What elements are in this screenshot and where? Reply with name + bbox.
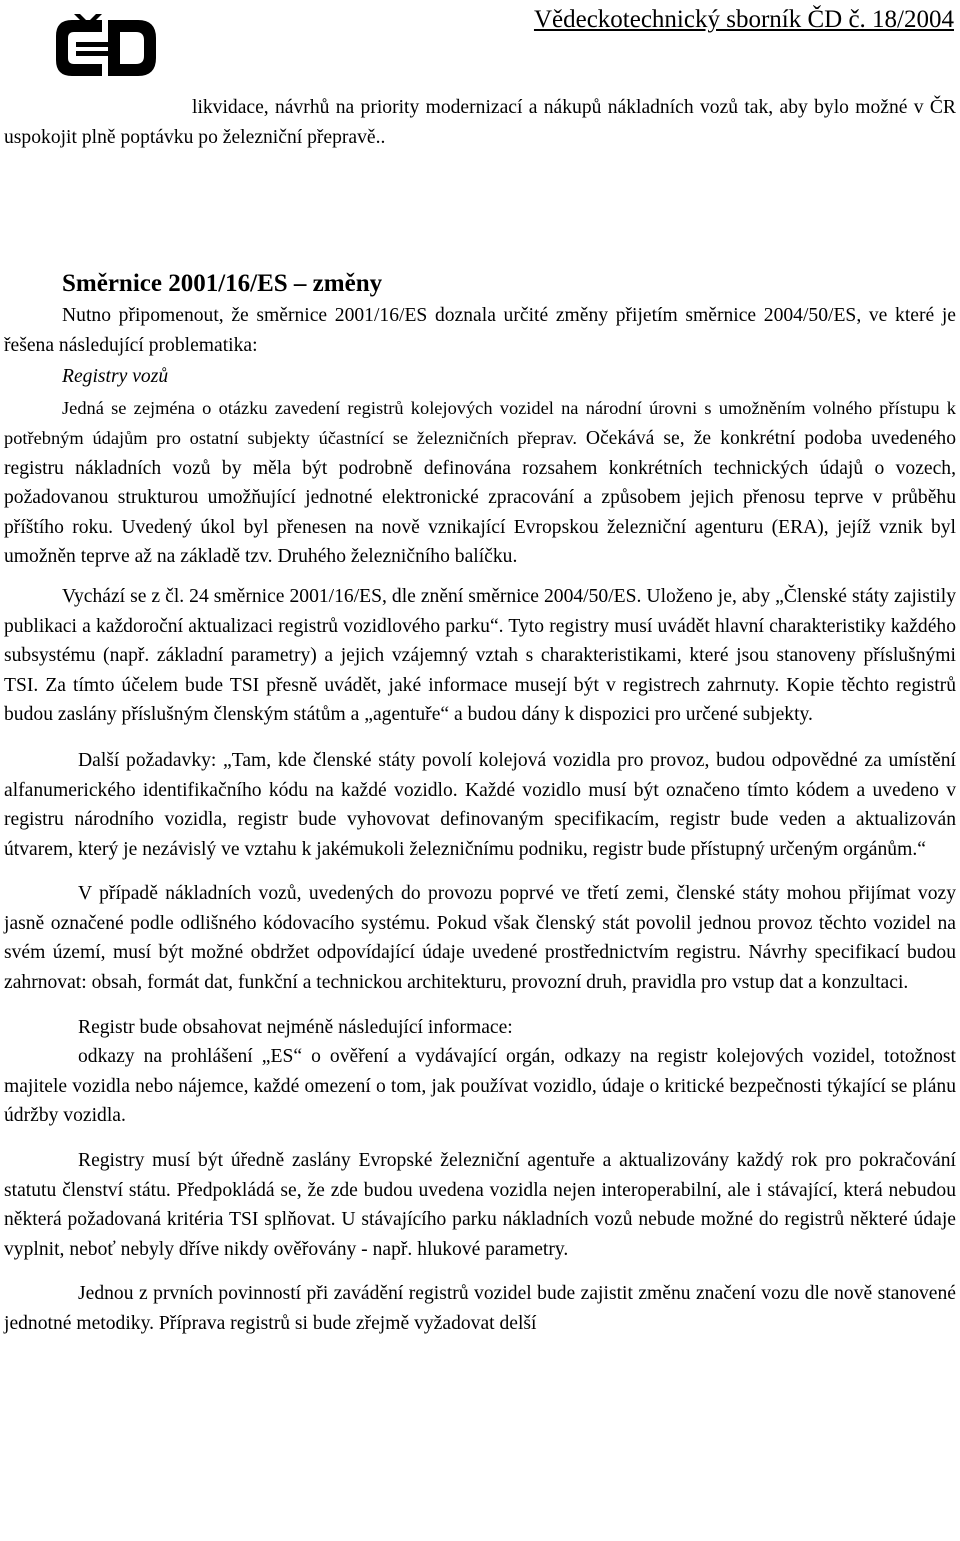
paragraph-1-part-b: Očekává se, že konkrétní podoba uvedeného registru nákladních vozů by měla být podrobně definována rozsahem konkrétních technických údajů o vozech, požadovanou strukturou umožňující jednotné elektronické zpracování a způsobem jejich přenosu teprve v průběhu příštího roku. Uvedený úkol byl přenesen na nově vznikající Evropskou železniční agenturu (ERA), jejíž vznik byl umožněn teprve až na základě tzv. Druhého železničního balíčku. (4, 427, 956, 568)
paragraph-7: Jednou z prvních povinností při zavádění registrů vozidel bude zajistit změnu značení vozu dle nově stanovené jednotné metodiky. Příprava registrů si bude zřejmě vyžadovat delší (4, 1283, 956, 1334)
paragraph-5-intro: Registr bude obsahovat nejméně následující informace: (78, 1016, 513, 1038)
section-heading: Směrnice 2001/16/ES – změny (62, 270, 383, 298)
paragraph-3: Další požadavky: „Tam, kde členské státy povolí kolejová vozidla pro provoz, budou odpovědné za umístění alfanumerického identifikačního kódu na každé vozidlo. Každé vozidlo musí být označeno tímto kódem a uvedeno v registru národního vozidla, registr bude vyhovovat definovaným specifikacím, registr bude veden a aktualizován útvarem, který je nezávislý ve vztahu k jakémukoli železničnímu podniku, registr bude přístupný určeným orgánům.“ (4, 749, 956, 860)
paragraph-2: Vychází se z čl. 24 směrnice 2001/16/ES, dle znění směrnice 2004/50/ES. Uloženo je, aby „Členské státy zajistily publikaci a každoroční aktualizaci registrů vozidlového parku“. Tyto registry musí uvádět hlavní charakteristiky každého subsystému (např. základní parametry) a jejich vzájemný vztah s charakteristikami, které jsou stanoveny příslušnými TSI. Za tímto účelem bude TSI přesně uvádět, jaké informace musejí být v registrech zahrnuty. Kopie těchto registrů budou zaslány příslušným členským státům a „agentuře“ a budou dány k dispozici pro určené subjekty. (4, 585, 956, 726)
document-body (4, 93, 956, 1339)
paragraph-4: V případě nákladních vozů, uvedených do provozu poprvé ve třetí zemi, členské státy mohou přijímat vozy jasně označené podle odlišného kódovacího systému. Pokud však členský stát povolil jednou provoz těchto vozidel na svém území, musí být možné obdržet odpovídající údaje uvedené prostřednictvím registru. Návrhy specifikací budou zahrnovat: obsah, formát dat, funkční a technickou architekturu, provozní druh, pravidla pro vstup dat a konzultaci. (4, 883, 956, 994)
continuation-paragraph: likvidace, návrhů na priority modernizací a nákupů nákladních vozů tak, aby bylo možné v ČR uspokojit plně poptávku po železniční přepravě.. (4, 97, 956, 148)
paragraph-6: Registry musí být úředně zaslány Evropské železniční agentuře a aktualizovány každý rok pro pokračování statutu členství státu. Předpokládá se, že zde budou uvedena vozidla nejen interoperabilní, ale i stávající, která nebudou některá požadovaná kritéria TSI splňovat. U stávajícího parku nákladních vozů nebude možné do registrů některé údaje vyplnit, neboť nebyly dříve nikdy ověřovány - např. hlukové parametry. (4, 1150, 956, 1260)
subheading: Registry vozů (62, 366, 169, 388)
paragraph-5: odkazy na prohlášení „ES“ o ověření a vydávající orgán, odkazy na registr kolejových vozidel, totožnost majitele vozidla nebo nájemce, každé omezení o tom, jak používat vozidlo, údaje o kritické bezpečnosti týkající se plánu údržby vozidla. (4, 1046, 956, 1127)
header-title: Vědeckotechnický sborník ČD č. 18/2004 (533, 6, 954, 33)
paragraph-1-part-a: Jedná se zejména o otázku zavedení registrů kolejových vozidel na národní úrovni s umožněním volného přístupu k potřebným údajům pro ostatní subjekty účastnící se železničních přeprav. (4, 398, 956, 448)
paragraph-1 (4, 394, 956, 572)
cd-logo-icon (50, 14, 162, 82)
intro-paragraph: Nutno připomenout, že směrnice 2001/16/ES doznala určité změny přijetím směrnice 2004/50/ES, ve které je řešena následující problematika: (4, 305, 956, 356)
